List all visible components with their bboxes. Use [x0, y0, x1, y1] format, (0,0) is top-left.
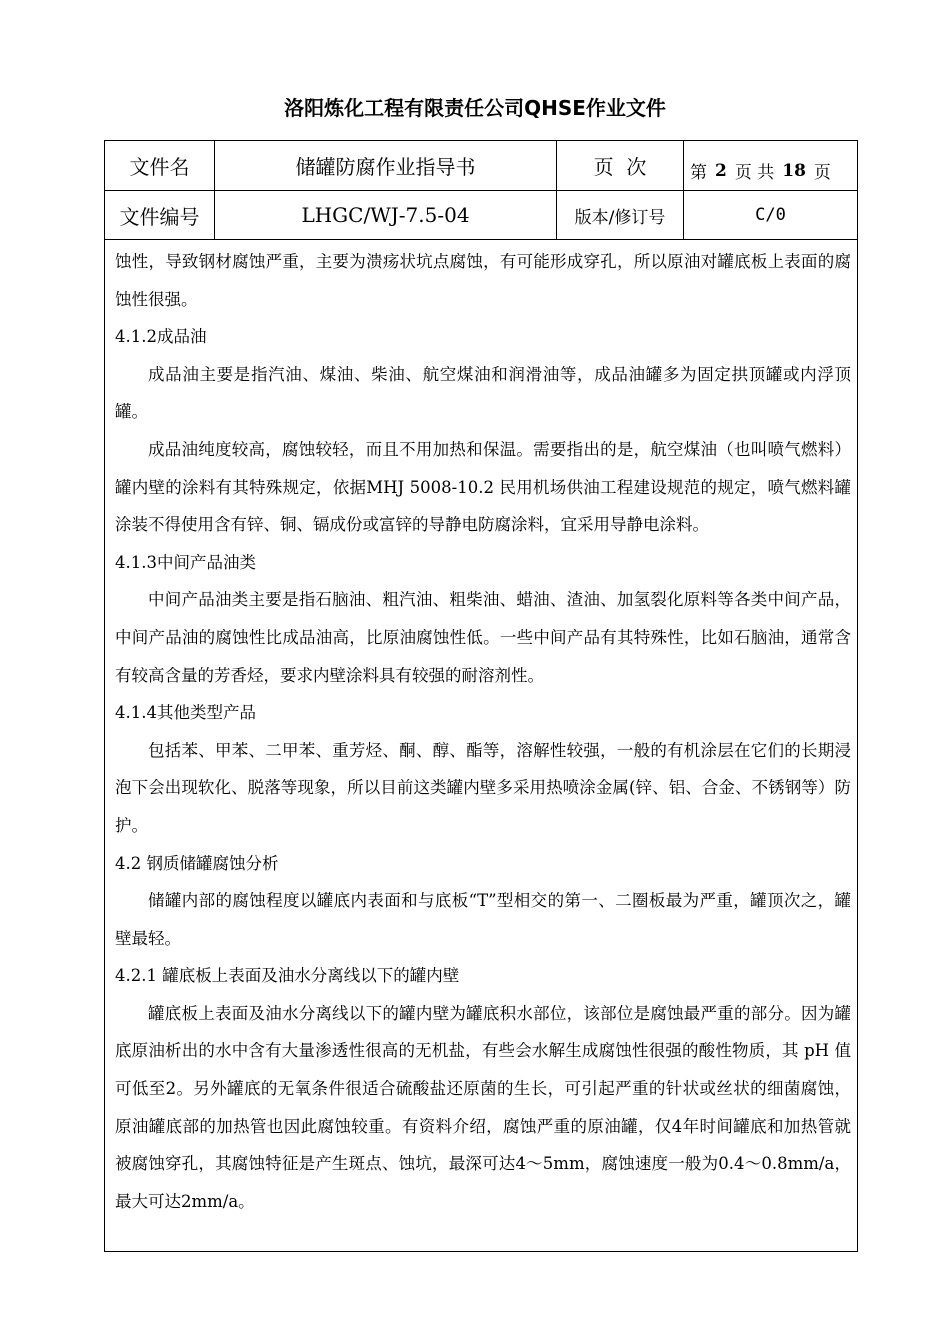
section-heading: 4.2 钢质储罐腐蚀分析: [115, 853, 279, 873]
body-paragraph: 包括苯、甲苯、二甲苯、重芳烃、酮、醇、酯等，溶解性较强，一般的有机涂层在它们的长期浸泡下会出现软化、脱落等现象，所以目前这类罐内壁多采用热喷涂金属(锌、铝、合金、不锈钢等）防护。: [115, 740, 851, 835]
page-label: 页 次: [557, 141, 684, 190]
header-row-1: [105, 141, 857, 191]
file-no-value: LHGC/WJ-7.5-04: [215, 191, 557, 239]
page-mid: 页 共: [734, 163, 775, 183]
section-heading: 4.1.4其他类型产品: [115, 703, 256, 723]
body-paragraph: 罐底板上表面及油水分离线以下的罐内壁为罐底积水部位，该部位是腐蚀最严重的部分。因为罐底原油析出的水中含有大量渗透性很高的无机盐，有些会水解生成腐蚀性很强的酸性物质，其 pH 值可低至2。另外罐底的无氧条件很适合硫酸盐还原菌的生长，可引起严重的针状或丝状的细菌腐蚀，原油罐底部的加热管也因此腐蚀较重。有资料介绍，腐蚀严重的原油罐，仅4年时间罐底和加热管就被腐蚀穿孔，其腐蚀特征是产生斑点、蚀坑，最深可达4～5mm，腐蚀速度一般为0.4～0.8mm/a，最大可达2mm/a。: [115, 1003, 851, 1211]
page-current: 2: [715, 160, 727, 181]
file-name-label: 文件名: [105, 141, 215, 190]
header-row-2: [105, 191, 857, 240]
page-info: [684, 141, 857, 190]
page-suffix: 页: [813, 163, 831, 183]
version-label: 版本/修订号: [557, 191, 684, 239]
page-prefix: 第: [690, 163, 707, 183]
page-total: 18: [782, 160, 806, 181]
body-paragraph: 蚀性，导致钢材腐蚀严重，主要为溃疡状坑点腐蚀，有可能形成穿孔，所以原油对罐底板上表面的腐蚀性很强。: [115, 252, 851, 309]
document-title: 洛阳炼化工程有限责任公司QHSE作业文件: [284, 96, 666, 120]
file-no-label: 文件编号: [105, 191, 215, 239]
document-frame: [104, 140, 858, 1252]
body-paragraph: 储罐内部的腐蚀程度以罐底内表面和与底板“T”型相交的第一、二圈板最为严重，罐顶次之，罐壁最轻。: [115, 891, 851, 948]
section-heading: 4.2.1 罐底板上表面及油水分离线以下的罐内壁: [115, 966, 460, 986]
file-name-value: 储罐防腐作业指导书: [215, 141, 557, 190]
body-paragraph: 成品油主要是指汽油、煤油、柴油、航空煤油和润滑油等，成品油罐多为固定拱顶罐或内浮顶罐。: [115, 364, 851, 422]
document-body: [115, 243, 851, 1220]
section-heading: 4.1.2成品油: [115, 327, 207, 347]
version-value: C/0: [755, 205, 786, 225]
body-paragraph: 成品油纯度较高，腐蚀较轻，而且不用加热和保温。需要指出的是，航空煤油（也叫喷气燃料）罐内壁的涂料有其特殊规定，依据MHJ 5008-10.2 民用机场供油工程建设规范的规定，喷气燃料罐涂装不得使用含有锌、铜、镉成份或富锌的导静电防腐涂料，宜采用导静电涂料。: [115, 439, 851, 535]
section-heading: 4.1.3中间产品油类: [115, 552, 256, 572]
body-paragraph: 中间产品油类主要是指石脑油、粗汽油、粗柴油、蜡油、渣油、加氢裂化原料等各类中间产品，中间产品油的腐蚀性比成品油高，比原油腐蚀性低。一些中间产品有其特殊性，比如石脑油，通常含有较高含量的芳香烃，要求内壁涂料具有较强的耐溶剂性。: [115, 590, 851, 685]
